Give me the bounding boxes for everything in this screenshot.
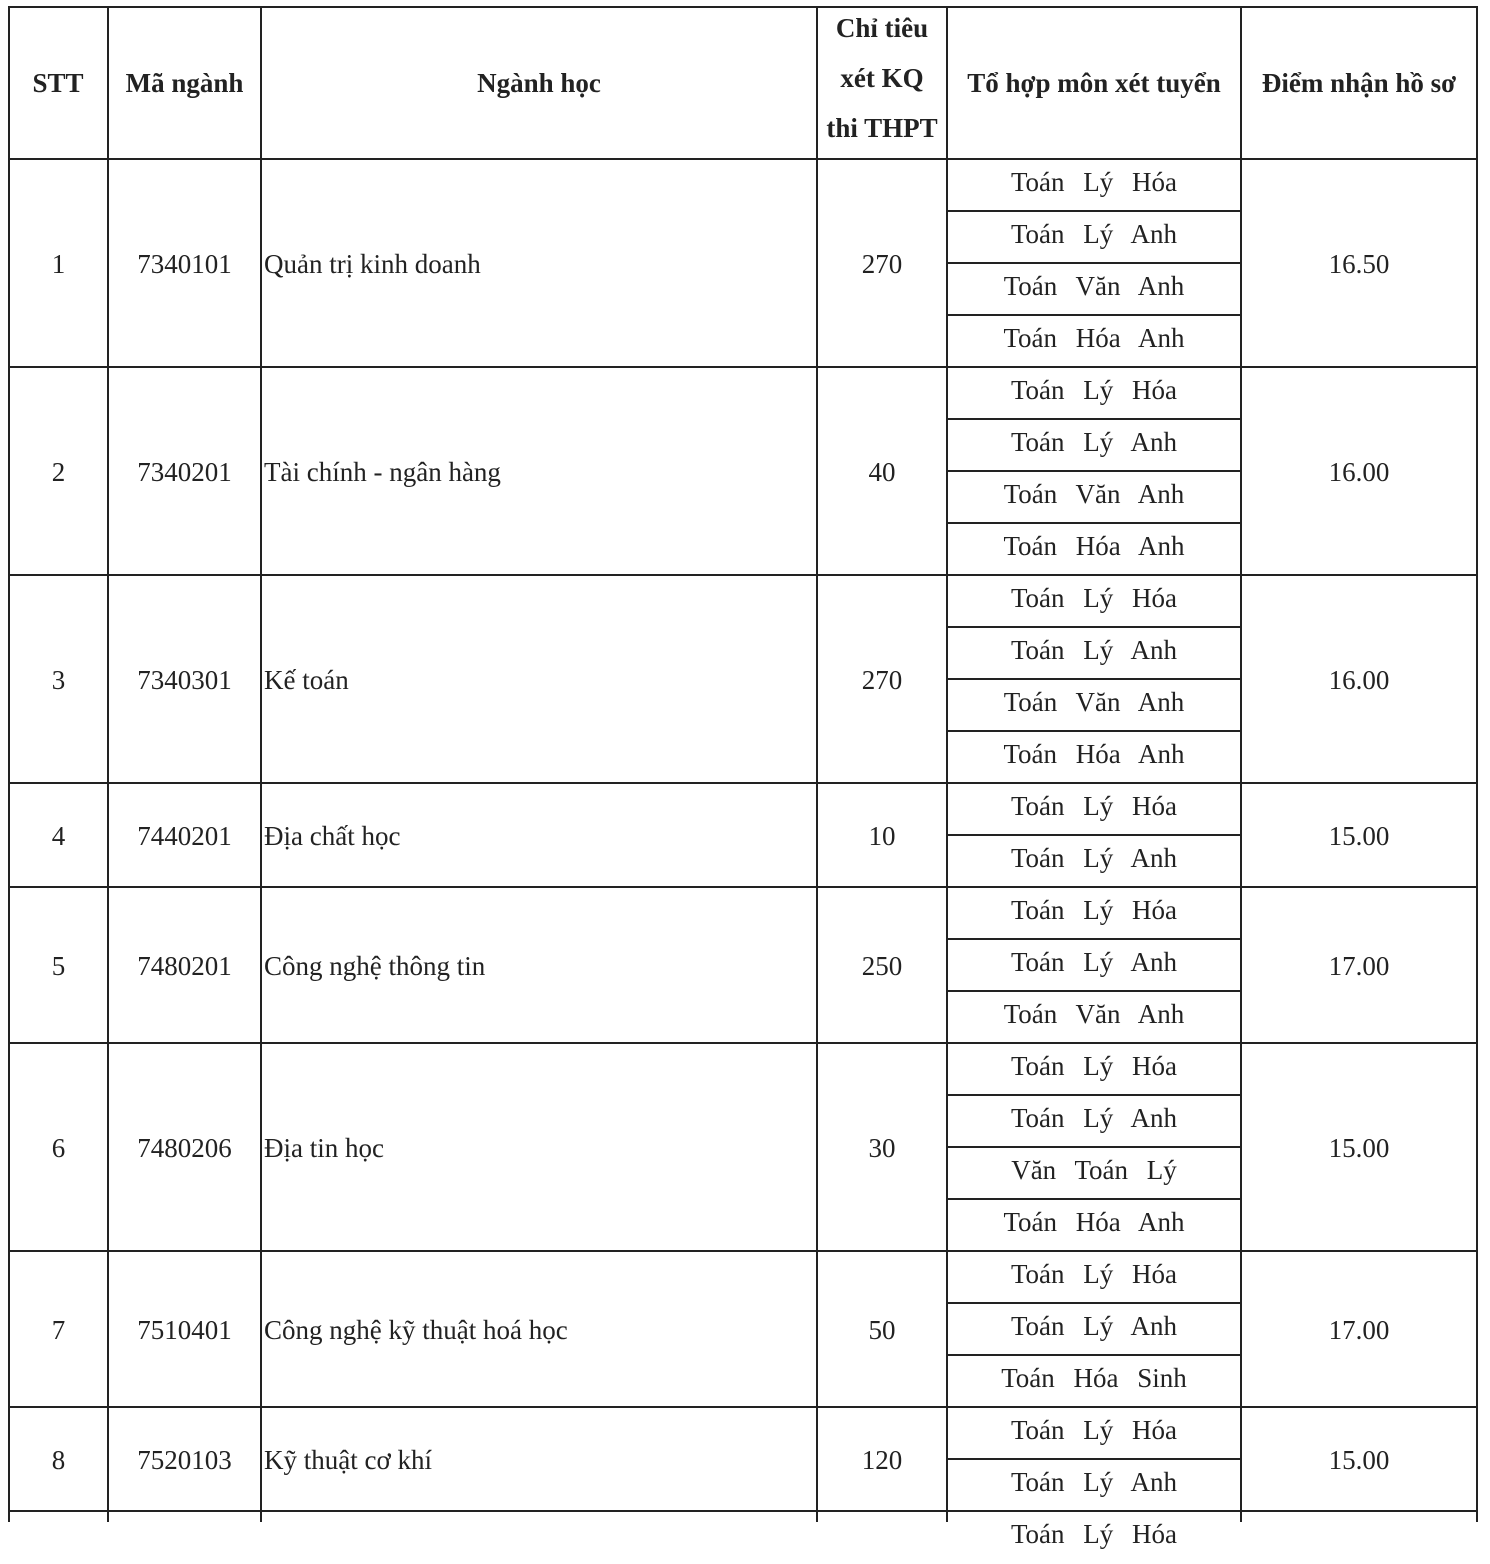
combo-item: Toán Lý Anh: [1010, 218, 1178, 249]
combo-item: Toán Hóa Anh: [1003, 738, 1185, 769]
header-stt: STT: [32, 68, 84, 98]
combo-item: Toán Hóa Anh: [1003, 322, 1185, 353]
combo-item: Toán Hóa Anh: [1003, 1206, 1185, 1237]
cell-ma-nganh: [109, 1512, 260, 1564]
cell-diem: 16.00: [1328, 456, 1390, 487]
cell-nganh-hoc: [262, 1512, 816, 1564]
cell-stt: 4: [51, 820, 66, 851]
combo-item: Toán Văn Anh: [1003, 478, 1185, 509]
header-to-hop: Tổ hợp môn xét tuyển: [967, 68, 1221, 98]
cell-chi-tieu: 270: [861, 664, 903, 695]
cell-ma-nganh: 7340101: [137, 248, 232, 279]
cell-nganh-hoc: Công nghệ thông tin: [264, 950, 486, 981]
cell-ma-nganh: 7340201: [137, 456, 232, 487]
column-line: [260, 6, 262, 1522]
combo-item: Toán Hóa Sinh: [1001, 1362, 1187, 1393]
combo-item: Văn Toán Lý: [1011, 1154, 1177, 1185]
combo-item: Toán Lý Anh: [1010, 426, 1178, 457]
table-border-top: [8, 6, 1478, 8]
cell-diem: 17.00: [1328, 1314, 1390, 1345]
combo-item: Toán Lý Anh: [1010, 842, 1178, 873]
combo-item: Toán Lý Anh: [1010, 1466, 1178, 1497]
cell-diem: 16.50: [1328, 248, 1390, 279]
cell-stt: 3: [51, 664, 66, 695]
cell-ma-nganh: 7480206: [137, 1132, 232, 1163]
cell-ma-nganh: 7340301: [137, 664, 232, 695]
cell-nganh-hoc: Địa tin học: [264, 1132, 384, 1163]
combo-item: Toán Lý Anh: [1010, 634, 1178, 665]
combo-item: Toán Lý Anh: [1010, 1310, 1178, 1341]
column-line: [816, 6, 818, 1522]
header-ma-nganh: Mã ngành: [125, 68, 244, 98]
header-diem: Điểm nhận hồ sơ: [1261, 68, 1457, 98]
cell-ma-nganh: 7440201: [137, 820, 232, 851]
combo-item: Toán Lý Hóa: [1010, 166, 1178, 197]
cell-stt: 1: [51, 248, 66, 279]
cell-chi-tieu: 40: [868, 456, 896, 487]
header-chi-tieu: Chỉ tiêu xét KQ thi THPT: [826, 13, 938, 143]
cell-stt: 8: [51, 1444, 66, 1475]
column-line: [107, 6, 109, 1522]
combo-item: Toán Lý Hóa: [1010, 790, 1178, 821]
cell-chi-tieu: [818, 1512, 946, 1564]
cell-stt: 2: [51, 456, 66, 487]
cell-chi-tieu: 120: [861, 1444, 903, 1475]
cell-chi-tieu: 250: [861, 950, 903, 981]
cell-chi-tieu: 30: [868, 1132, 896, 1163]
column-line: [1476, 6, 1478, 1522]
combo-item: Toán Hóa Anh: [1003, 530, 1185, 561]
cell-chi-tieu: 10: [868, 820, 896, 851]
combo-item: Toán Văn Anh: [1003, 270, 1185, 301]
cell-nganh-hoc: Tài chính - ngân hàng: [264, 456, 501, 487]
cell-nganh-hoc: Kế toán: [264, 664, 349, 695]
cell-nganh-hoc: Địa chất học: [264, 820, 401, 851]
cell-nganh-hoc: Kỹ thuật cơ khí: [264, 1444, 432, 1475]
cell-diem: 16.00: [1328, 664, 1390, 695]
cell-stt: 6: [51, 1132, 66, 1163]
cell-diem: 15.00: [1328, 820, 1390, 851]
cell-diem: 17.00: [1328, 950, 1390, 981]
combo-item: Toán Lý Hóa: [1010, 374, 1178, 405]
cell-diem: [1242, 1512, 1476, 1564]
cell-ma-nganh: 7520103: [137, 1444, 232, 1475]
combo-item: Toán Lý Anh: [1010, 946, 1178, 977]
combo-item: Toán Văn Anh: [1003, 686, 1185, 717]
cell-diem: 15.00: [1328, 1444, 1390, 1475]
cell-nganh-hoc: Quản trị kinh doanh: [264, 248, 481, 279]
cell-chi-tieu: 270: [861, 248, 903, 279]
cell-stt: 7: [51, 1314, 66, 1345]
combo-item: Toán Lý Hóa: [1010, 1050, 1178, 1081]
cell-stt: [10, 1512, 107, 1564]
cell-ma-nganh: 7510401: [137, 1314, 232, 1345]
column-line: [946, 6, 948, 1522]
combo-item: Toán Lý Hóa: [1010, 894, 1178, 925]
combo-item: Toán Lý Hóa: [1010, 1258, 1178, 1289]
combo-item: Toán Lý Hóa: [1010, 582, 1178, 613]
combo-item: Toán Lý Hóa: [1010, 1518, 1178, 1549]
column-line: [1240, 6, 1242, 1522]
combo-item: Toán Lý Anh: [1010, 1102, 1178, 1133]
cell-nganh-hoc: Công nghệ kỹ thuật hoá học: [264, 1314, 568, 1345]
cell-chi-tieu: 50: [868, 1314, 896, 1345]
combo-item: Toán Văn Anh: [1003, 998, 1185, 1029]
cell-diem: 15.00: [1328, 1132, 1390, 1163]
cell-ma-nganh: 7480201: [137, 950, 232, 981]
cell-stt: 5: [51, 950, 66, 981]
combo-item: Toán Lý Hóa: [1010, 1414, 1178, 1445]
header-nganh-hoc: Ngành học: [477, 68, 601, 98]
column-line: [8, 6, 10, 1522]
